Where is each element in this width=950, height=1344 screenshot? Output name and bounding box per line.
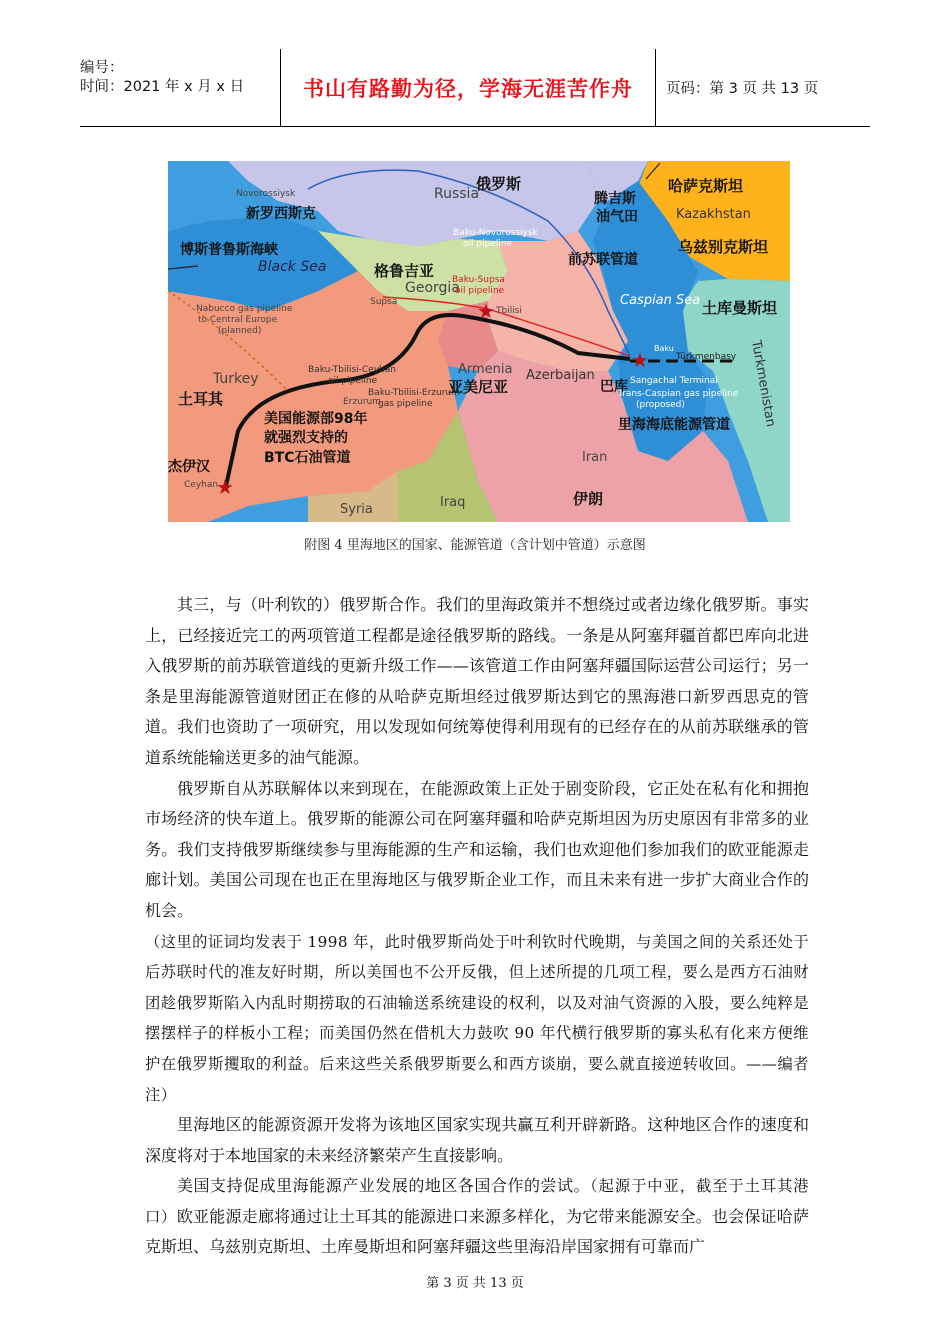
map-en-btc-3: Baku-Tbilisi-Erzurum bbox=[368, 388, 460, 398]
map-en-russia: Russia bbox=[434, 186, 480, 202]
map-cn-usdoe-2: 就强烈支持的 bbox=[264, 430, 348, 446]
map-en-iran: Iran bbox=[582, 450, 608, 465]
map-cn-bosphorus: 博斯普鲁斯海峡 bbox=[180, 242, 278, 258]
page-header bbox=[80, 49, 870, 127]
map-en-btc-2: oil pipeline bbox=[328, 376, 378, 386]
map-cn-armenia: 亚美尼亚 bbox=[448, 378, 509, 396]
header-page-number: 页码：第 3 页 共 13 页 bbox=[666, 81, 819, 97]
star-tbilisi-icon: ★ bbox=[477, 299, 495, 323]
star-baku-icon: ★ bbox=[631, 348, 649, 372]
map-cn-ceyhan: 杰伊汉 bbox=[168, 459, 210, 475]
map-cn-kazakhstan: 哈萨克斯坦 bbox=[668, 177, 744, 195]
map-cn-usdoe-1: 美国能源部98年 bbox=[264, 411, 368, 427]
map-en-baku-supsa-2: oil pipeline bbox=[455, 286, 505, 296]
map-cn-turkey: 土耳其 bbox=[178, 390, 224, 408]
map-en-azerbaijan: Azerbaijan bbox=[526, 368, 595, 383]
map-en-tbilisi: Tbilisi bbox=[496, 306, 522, 316]
map-cn-tengiz: 腾吉斯 bbox=[594, 191, 636, 207]
map-en-baku: Baku bbox=[654, 344, 674, 353]
page-footer: 第 3 页 共 13 页 bbox=[426, 1276, 524, 1291]
map-cn-usdoe-3: BTC石油管道 bbox=[264, 450, 351, 466]
map-en-turkmenbasy: Türkmenbasy bbox=[676, 352, 737, 362]
map-en-baku-novo-2: oil pipeline bbox=[463, 239, 513, 249]
map-en-iraq: Iraq bbox=[440, 495, 466, 510]
map-en-syria: Syria bbox=[340, 502, 373, 517]
map-en-transcaspian-2: (proposed) bbox=[636, 400, 685, 410]
paragraph-4-part-a: 美国支持促成里海能源产业发展的地区各国合作的尝试。 bbox=[177, 1176, 591, 1196]
map-cn-turkmenistan: 土库曼斯坦 bbox=[702, 299, 778, 317]
map-en-btc-1: Baku-Tbilisi-Ceyhan bbox=[308, 365, 396, 375]
map-en-novorossiysk: Novorossiysk bbox=[236, 189, 296, 199]
document-number-label: 编号： bbox=[80, 60, 124, 76]
paragraph-4-part-c: 欧亚能源走廊将通过让土耳其的能源进口来源多样化，为它带来能源安全。也会保证哈萨克斯坦、乌兹别克斯坦、土库曼斯坦和阿塞拜疆这些里海沿岸国家拥有可靠而广 bbox=[145, 1206, 809, 1257]
map-cn-trans-caspian: 里海海底能源管道 bbox=[618, 417, 730, 433]
caspian-region-map bbox=[168, 161, 790, 522]
map-en-nabucco-3: (planned) bbox=[218, 326, 262, 336]
editor-note: （这里的证词均发表于 1998 年，此时俄罗斯尚处于叶利钦时代晚期，与美国之间的关系还处于后苏联时代的准友好时期，所以美国也不公开反俄，但上述所提的几项工程，要么是西方石油财团趁俄罗斯陷入内乱时期捞取的石油输送系统建设的权利，以及对油气资源的入股，要么纯粹是摆摆样子的样板小工程；而美国仍然在借机大力鼓吹 90 年代横行俄罗斯的寡头私有化来方便维护在俄罗斯攫取的利益。后来这些关系俄罗斯要么和西方谈崩，要么就直接逆转收回。——编者注） bbox=[145, 932, 809, 1104]
map-cn-russia: 俄罗斯 bbox=[476, 175, 522, 193]
map-en-transcaspian-1: Trans-Caspian gas pipeline bbox=[618, 389, 739, 399]
paragraph-1: 其三，与（叶利钦的）俄罗斯合作。我们的里海政策并不想绕过或者边缘化俄罗斯。事实上，已经接近完工的两项管道工程都是途径俄罗斯的路线。一条是从阿塞拜疆首都巴库向北进入俄罗斯的前苏联管道线的更新升级工作——该管道工作由阿塞拜疆国际运营公司运行；另一条是里海能源管道财团正在修的从哈萨克斯坦经过俄罗斯达到它的黑海港口新罗西思克的管道。我们也资助了一项研究，用以发现如何统筹使得利用现有的已经存在的从前苏联继承的管道系统能输送更多的油气能源。 bbox=[145, 595, 809, 767]
header-motto: 书山有路勤为径，学海无涯苦作舟 bbox=[303, 76, 633, 101]
map-cn-former-ussr-pipeline: 前苏联管道 bbox=[568, 252, 638, 268]
map-en-black-sea: Black Sea bbox=[258, 259, 327, 275]
paragraph-2: 俄罗斯自从苏联解体以来到现在，在能源政策上正处于剧变阶段，它正处在私有化和拥抱市场经济的快车道上。俄罗斯的能源公司在阿塞拜疆和哈萨克斯坦因为历史原因有非常多的业务。我们支持俄罗斯继续参与里海能源的生产和运输，我们也欢迎他们参加我们的欧亚能源走廊计划。美国公司现在也正在里海地区与俄罗斯企业工作，而且未来有进一步扩大商业合作的机会。 bbox=[145, 778, 809, 920]
map-cn-iran: 伊朗 bbox=[573, 490, 604, 508]
map-en-supsa: Supsa bbox=[370, 297, 398, 307]
map-en-baku-supsa-1: Baku-Supsa bbox=[452, 275, 505, 285]
figure-caption: 附图 4 里海地区的国家、能源管道（含计划中管道）示意图 bbox=[304, 538, 646, 553]
header-meta bbox=[80, 49, 280, 136]
star-ceyhan-icon: ★ bbox=[216, 475, 234, 499]
map-en-caspian: Caspian Sea bbox=[620, 293, 701, 308]
map-en-nabucco-2: to Central Europe bbox=[198, 315, 278, 325]
map-en-kazakhstan: Kazakhstan bbox=[676, 207, 751, 222]
map-en-armenia: Armenia bbox=[458, 362, 513, 377]
map-cn-uzbekistan: 乌兹别克斯坦 bbox=[678, 238, 769, 256]
body-text bbox=[145, 590, 809, 1263]
map-en-sangachal: Sangachal Terminal bbox=[630, 376, 718, 386]
map-cn-novorossiysk: 新罗西斯克 bbox=[246, 206, 316, 222]
map-en-turkey: Turkey bbox=[213, 371, 259, 387]
document-time-label: 时间：2021 年 x 月 x 日 bbox=[80, 79, 245, 95]
map-en-baku-novo-1: Baku-Novorossiysk bbox=[453, 228, 538, 238]
map-cn-baku: 巴库 bbox=[600, 379, 628, 395]
map-en-ceyhan: Ceyhan bbox=[184, 480, 219, 490]
map-cn-georgia: 格鲁吉亚 bbox=[374, 262, 435, 280]
paragraph-4-note: （起源于中亚，截至于土耳其港口） bbox=[145, 1177, 809, 1226]
paragraph-4 bbox=[145, 1171, 809, 1263]
map-en-btc-4: gas pipeline bbox=[378, 399, 433, 409]
map-en-erzurum: Erzurum bbox=[343, 397, 381, 407]
header-motto-cell bbox=[280, 49, 656, 126]
header-page-cell bbox=[666, 49, 870, 126]
map-en-georgia: Georgia bbox=[405, 280, 460, 296]
map-en-nabucco-1: Nabucco gas pipeline bbox=[196, 304, 293, 314]
map-cn-tengiz-2: 油气田 bbox=[596, 209, 638, 225]
map-en-turkmenistan: Turkmenistan bbox=[748, 339, 779, 429]
paragraph-3: 里海地区的能源资源开发将为该地区国家实现共赢互利开辟新路。这种地区合作的速度和深度将对于本地国家的未来经济繁荣产生直接影响。 bbox=[145, 1115, 809, 1165]
